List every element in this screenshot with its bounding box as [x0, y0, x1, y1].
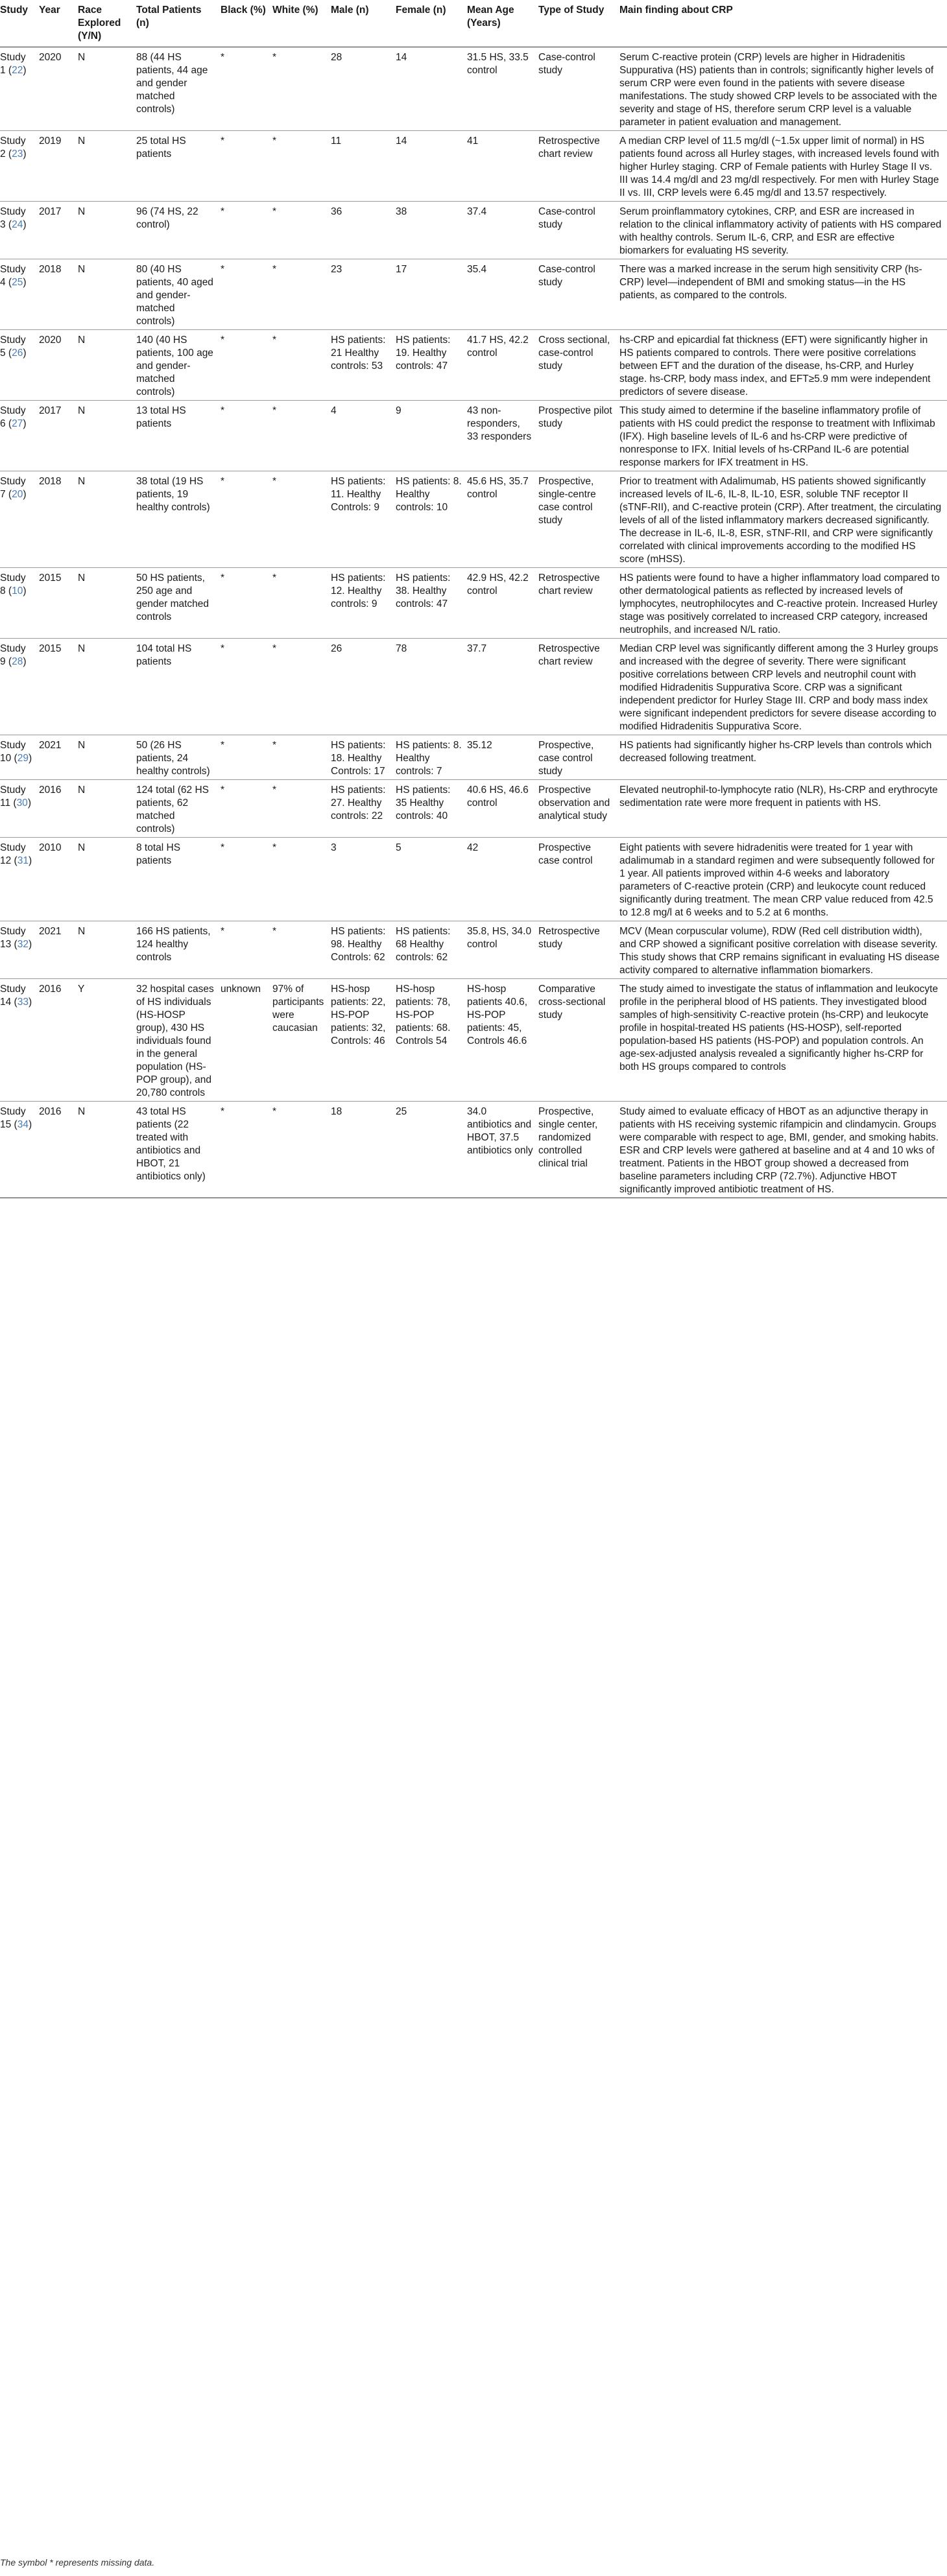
cell-finding: Study aimed to evaluate efficacy of HBOT as an adjunctive therapy in patients with HS receiving systemic rifampicin and clindamycin. Groups were comparable with respect to age, BMI, gender, and smoking habits. ESR and CRP levels were gathered at baseline and at 4 and 10 wks of treatment. Patients in the HBOT group showed a decreased from baseline parameters including CRP (72.7%). Adjunctive HBOT significantly improved antibiotic treatment of HS. [619, 1102, 947, 1198]
cell-study: Study 6 (27) [0, 401, 39, 471]
cell-type: Case-control study [538, 259, 619, 330]
cell-race: N [78, 330, 136, 401]
study-name: Study 4 [0, 264, 26, 288]
cell-male: 18 [331, 1102, 396, 1198]
cell-finding: Elevated neutrophil-to-lymphocyte ratio (NLR), Hs-CRP and erythrocyte sedimentation rate were more frequent in patients with HS. [619, 780, 947, 838]
cell-finding: A median CRP level of 11.5 mg/dl (~1.5x upper limit of normal) in HS patients found across all Hurley stages, with increased levels found with higher Hurley staging. CRP of Female patients with Hurley Stage II vs. III was 14.4 mg/dl and 23 mg/dl respectively. For men with Hurley Stage II vs. III, CRP levels were 6.45 mg/dl and 13.57 respectively. [619, 131, 947, 202]
cell-race: N [78, 921, 136, 979]
cell-year: 2010 [39, 838, 78, 921]
cell-female: 14 [396, 131, 467, 202]
cell-white: * [272, 131, 331, 202]
cell-study: Study 1 (22) [0, 47, 39, 131]
cell-type: Prospective pilot study [538, 401, 619, 471]
cell-female: 9 [396, 401, 467, 471]
cell-race: N [78, 568, 136, 639]
cell-total: 25 total HS patients [136, 131, 221, 202]
cell-total: 50 HS patients, 250 age and gender matched controls [136, 568, 221, 639]
reference-link[interactable]: 33 [17, 997, 29, 1008]
header-main-finding: Main finding about CRP [619, 0, 947, 47]
cell-male: HS patients: 12. Healthy controls: 9 [331, 568, 396, 639]
cell-year: 2020 [39, 47, 78, 131]
cell-total: 96 (74 HS, 22 control) [136, 202, 221, 259]
cell-type: Case-control study [538, 47, 619, 131]
cell-study: Study 11 (30) [0, 780, 39, 838]
cell-male: HS patients: 11. Healthy Controls: 9 [331, 471, 396, 568]
cell-black: * [221, 47, 272, 131]
cell-white: * [272, 921, 331, 979]
header-female: Female (n) [396, 0, 467, 47]
cell-black: * [221, 202, 272, 259]
cell-year: 2019 [39, 131, 78, 202]
cell-black: * [221, 568, 272, 639]
header-mean-age: Mean Age (Years) [467, 0, 538, 47]
cell-black: * [221, 1102, 272, 1198]
cell-total: 32 hospital cases of HS individuals (HS-HOSP group), 430 HS individuals found in the general population (HS-POP group), and 20,780 controls [136, 979, 221, 1102]
cell-black: * [221, 131, 272, 202]
study-name: Study 5 [0, 335, 26, 359]
study-name: Study 6 [0, 405, 26, 429]
reference-link[interactable]: 28 [12, 656, 23, 667]
cell-male: HS-hosp patients: 22, HS-POP patients: 32, Controls: 46 [331, 979, 396, 1102]
cell-year: 2021 [39, 735, 78, 780]
cell-finding: Prior to treatment with Adalimumab, HS patients showed significantly increased levels of IL-6, IL-8, IL-10, ESR, soluble TNF receptor II (sTNF-RII), and C-reactive protein (CRP). After treatment, the circulating levels of all of the listed inflammatory markers decreased significantly. The decrease in IL-6, IL-8, ESR, sTNF-RII, and CRP were significantly correlated with clinical improvements according to the modified HS score (mHSS). [619, 471, 947, 568]
cell-age: 41 [467, 131, 538, 202]
reference-link[interactable]: 30 [16, 798, 28, 809]
study-name: Study 10 [0, 740, 26, 764]
cell-race: N [78, 401, 136, 471]
cell-race: N [78, 639, 136, 735]
cell-male: 36 [331, 202, 396, 259]
cell-year: 2020 [39, 330, 78, 401]
cell-study: Study 10 (29) [0, 735, 39, 780]
cell-black: * [221, 330, 272, 401]
reference-link[interactable]: 32 [17, 939, 29, 950]
cell-male: 23 [331, 259, 396, 330]
cell-female: 14 [396, 47, 467, 131]
cell-total: 166 HS patients, 124 healthy controls [136, 921, 221, 979]
cell-year: 2016 [39, 780, 78, 838]
cell-female: 5 [396, 838, 467, 921]
study-name: Study 2 [0, 136, 26, 160]
cell-total: 124 total (62 HS patients, 62 matched controls) [136, 780, 221, 838]
cell-total: 140 (40 HS patients, 100 age and gender-matched controls) [136, 330, 221, 401]
cell-type: Retrospective chart review [538, 568, 619, 639]
cell-total: 50 (26 HS patients, 24 healthy controls) [136, 735, 221, 780]
table-row [0, 1102, 947, 1198]
table-row [0, 401, 947, 471]
cell-age: 37.4 [467, 202, 538, 259]
cell-female: HS patients: 19. Healthy controls: 47 [396, 330, 467, 401]
cell-black: * [221, 639, 272, 735]
cell-white: * [272, 639, 331, 735]
cell-black: * [221, 921, 272, 979]
cell-age: 35.8, HS, 34.0 control [467, 921, 538, 979]
cell-black: * [221, 780, 272, 838]
cell-white: * [272, 259, 331, 330]
reference-link[interactable]: 27 [12, 418, 23, 429]
cell-male: HS patients: 18. Healthy Controls: 17 [331, 735, 396, 780]
cell-type: Prospective case control [538, 838, 619, 921]
table-row [0, 921, 947, 979]
cell-finding: hs-CRP and epicardial fat thickness (EFT) were significantly higher in HS patients compared to controls. There were positive correlations between EFT and the duration of the disease, hs-CRP, and Hurley stage. hs-CRP, body mass index, and EFT≥5.9 mm were independent predictors of severe disease. [619, 330, 947, 401]
cell-type: Comparative cross-sectional study [538, 979, 619, 1102]
cell-white: * [272, 401, 331, 471]
header-total-patients: Total Patients (n) [136, 0, 221, 47]
study-name: Study 14 [0, 984, 26, 1008]
reference-link[interactable]: 26 [12, 348, 23, 359]
cell-finding: This study aimed to determine if the baseline inflammatory profile of patients with HS could predict the response to treatment with Infliximab (IFX). High baseline levels of IL-6 and hs-CRP were predictive of nonresponse to IFX. Initial levels of hs-CRPand IL-6 are potential response markers for IFX treatment in HS. [619, 401, 947, 471]
cell-type: Prospective observation and analytical study [538, 780, 619, 838]
table-body [0, 47, 947, 1198]
cell-white: * [272, 780, 331, 838]
cell-study: Study 4 (25) [0, 259, 39, 330]
cell-race: N [78, 838, 136, 921]
cell-study: Study 8 (10) [0, 568, 39, 639]
header-row [0, 0, 947, 47]
table-row [0, 131, 947, 202]
cell-type: Retrospective chart review [538, 131, 619, 202]
cell-white: * [272, 838, 331, 921]
cell-female: HS patients: 38. Healthy controls: 47 [396, 568, 467, 639]
study-name: Study 9 [0, 643, 26, 667]
cell-race: N [78, 735, 136, 780]
study-name: Study 12 [0, 842, 26, 866]
table-row [0, 735, 947, 780]
cell-year: 2017 [39, 401, 78, 471]
table-row [0, 639, 947, 735]
cell-male: 28 [331, 47, 396, 131]
cell-year: 2018 [39, 259, 78, 330]
cell-female: 78 [396, 639, 467, 735]
cell-female: HS patients: 68 Healthy controls: 62 [396, 921, 467, 979]
cell-white: 97% of participants were caucasian [272, 979, 331, 1102]
cell-race: N [78, 131, 136, 202]
cell-white: * [272, 47, 331, 131]
cell-race: Y [78, 979, 136, 1102]
cell-male: 11 [331, 131, 396, 202]
cell-white: * [272, 735, 331, 780]
cell-male: HS patients: 98. Healthy Controls: 62 [331, 921, 396, 979]
cell-age: HS-hosp patients 40.6, HS-POP patients: 45, Controls 46.6 [467, 979, 538, 1102]
cell-finding: MCV (Mean corpuscular volume), RDW (Red cell distribution width), and CRP showed a significant positive correlation with disease severity. This study shows that CRP remains significant in evaluating HS disease activity compared to alternative inflammation biomarkers. [619, 921, 947, 979]
reference-link[interactable]: 24 [12, 219, 23, 230]
table-row [0, 780, 947, 838]
reference-link[interactable]: 29 [17, 753, 29, 764]
study-name: Study 1 [0, 52, 26, 76]
cell-age: 37.7 [467, 639, 538, 735]
cell-finding: Eight patients with severe hidradenitis were treated for 1 year with adalimumab in a standard regimen and were subsequently followed for 1 year. All patients improved within 4-6 weeks and laboratory parameters of C-reactive protein (CRP) and leukocyte count reduced significantly during treatment. The mean CRP value reduced from 42.5 to 12.8 mg/l at 6 weeks and to 5.2 at 6 months. [619, 838, 947, 921]
cell-age: 41.7 HS, 42.2 control [467, 330, 538, 401]
cell-finding: There was a marked increase in the serum high sensitivity CRP (hs-CRP) level—independent of BMI and smoking status—in the HS patients, as compared to the controls. [619, 259, 947, 330]
cell-year: 2021 [39, 921, 78, 979]
cell-type: Retrospective study [538, 921, 619, 979]
cell-year: 2018 [39, 471, 78, 568]
table-row [0, 47, 947, 131]
cell-study: Study 15 (34) [0, 1102, 39, 1198]
cell-male: HS patients: 21 Healthy controls: 53 [331, 330, 396, 401]
cell-male: 4 [331, 401, 396, 471]
study-name: Study 13 [0, 926, 26, 950]
header-type-of-study: Type of Study [538, 0, 619, 47]
table-row [0, 259, 947, 330]
cell-study: Study 9 (28) [0, 639, 39, 735]
cell-study: Study 13 (32) [0, 921, 39, 979]
header-year: Year [39, 0, 78, 47]
cell-age: 43 non-responders, 33 responders [467, 401, 538, 471]
cell-race: N [78, 47, 136, 131]
cell-total: 13 total HS patients [136, 401, 221, 471]
reference-link[interactable]: 10 [12, 585, 23, 597]
cell-race: N [78, 780, 136, 838]
cell-age: 34.0 antibiotics and HBOT, 37.5 antibiotics only [467, 1102, 538, 1198]
cell-male: 26 [331, 639, 396, 735]
cell-age: 35.12 [467, 735, 538, 780]
cell-type: Case-control study [538, 202, 619, 259]
footnote: The symbol * represents missing data. [0, 2557, 155, 2568]
cell-study: Study 3 (24) [0, 202, 39, 259]
cell-type: Prospective, case control study [538, 735, 619, 780]
cell-male: HS patients: 27. Healthy controls: 22 [331, 780, 396, 838]
cell-white: * [272, 330, 331, 401]
cell-female: HS-hosp patients: 78, HS-POP patients: 68. Controls 54 [396, 979, 467, 1102]
cell-total: 104 total HS patients [136, 639, 221, 735]
cell-study: Study 5 (26) [0, 330, 39, 401]
cell-study: Study 7 (20) [0, 471, 39, 568]
cell-total: 80 (40 HS patients, 40 aged and gender-matched controls) [136, 259, 221, 330]
cell-study: Study 12 (31) [0, 838, 39, 921]
cell-finding: The study aimed to investigate the status of inflammation and leukocyte profile in the peripheral blood of HS patients. They investigated blood samples of high-sensitivity C-reactive protein (hs-CRP) and leukocyte profile in hospital-treated HS patients (HS-HOSP), self-reported population-based HS patients (HS-POP) and population controls. An age-sex-adjusted analysis revealed a significantly higher hs-CRP for both HS groups compared to controls [619, 979, 947, 1102]
table-row [0, 202, 947, 259]
table-row [0, 471, 947, 568]
cell-study: Study 2 (23) [0, 131, 39, 202]
header-study: Study [0, 0, 39, 47]
cell-race: N [78, 259, 136, 330]
cell-white: * [272, 202, 331, 259]
cell-total: 38 total (19 HS patients, 19 healthy controls) [136, 471, 221, 568]
cell-year: 2016 [39, 1102, 78, 1198]
cell-white: * [272, 1102, 331, 1198]
cell-black: * [221, 259, 272, 330]
cell-female: HS patients: 35 Healthy controls: 40 [396, 780, 467, 838]
cell-male: 3 [331, 838, 396, 921]
cell-year: 2015 [39, 639, 78, 735]
cell-female: 17 [396, 259, 467, 330]
cell-study: Study 14 (33) [0, 979, 39, 1102]
study-name: Study 8 [0, 573, 26, 597]
cell-year: 2016 [39, 979, 78, 1102]
cell-finding: HS patients were found to have a higher inflammatory load compared to other dermatological patients as reflected by increased levels of lymphocytes, neutrophilocytes and C-reactive protein. Increased Hurley stage was positively correlated to increased CRP category, increased neutrophils, and increased N/L ratio. [619, 568, 947, 639]
reference-link[interactable]: 34 [17, 1119, 29, 1130]
study-name: Study 7 [0, 476, 26, 500]
cell-age: 40.6 HS, 46.6 control [467, 780, 538, 838]
cell-year: 2017 [39, 202, 78, 259]
cell-total: 8 total HS patients [136, 838, 221, 921]
header-race-explored: Race Explored (Y/N) [78, 0, 136, 47]
cell-black: * [221, 401, 272, 471]
cell-race: N [78, 1102, 136, 1198]
table-row [0, 979, 947, 1102]
cell-type: Prospective, single-centre case control study [538, 471, 619, 568]
cell-black: * [221, 735, 272, 780]
cell-white: * [272, 568, 331, 639]
reference-link[interactable]: 31 [17, 855, 29, 866]
reference-link[interactable]: 25 [12, 277, 23, 288]
table-row [0, 330, 947, 401]
header-male: Male (n) [331, 0, 396, 47]
cell-race: N [78, 471, 136, 568]
cell-black: unknown [221, 979, 272, 1102]
cell-finding: Serum C-reactive protein (CRP) levels are higher in Hidradenitis Suppurativa (HS) patients than in controls; significantly higher levels of serum CRP were even found in the patients with severe disease manifestations. The study showed CRP levels to be associated with the severity and stage of HS, therefore serum CRP level is a valuable parameter in patient evaluation and management. [619, 47, 947, 131]
table-row [0, 568, 947, 639]
cell-type: Retrospective chart review [538, 639, 619, 735]
cell-total: 88 (44 HS patients, 44 age and gender matched controls) [136, 47, 221, 131]
study-name: Study 15 [0, 1106, 26, 1130]
cell-age: 45.6 HS, 35.7 control [467, 471, 538, 568]
reference-link[interactable]: 23 [12, 148, 23, 160]
cell-race: N [78, 202, 136, 259]
header-white: White (%) [272, 0, 331, 47]
cell-white: * [272, 471, 331, 568]
cell-finding: HS patients had significantly higher hs-CRP levels than controls which decreased following treatment. [619, 735, 947, 780]
crp-studies-table [0, 0, 947, 1198]
cell-female: HS patients: 8. Healthy controls: 10 [396, 471, 467, 568]
cell-age: 31.5 HS, 33.5 control [467, 47, 538, 131]
cell-type: Prospective, single center, randomized controlled clinical trial [538, 1102, 619, 1198]
reference-link[interactable]: 22 [12, 65, 23, 76]
cell-type: Cross sectional, case-control study [538, 330, 619, 401]
cell-black: * [221, 838, 272, 921]
reference-link[interactable]: 20 [12, 489, 23, 500]
study-name: Study 3 [0, 206, 26, 230]
study-name: Study 11 [0, 785, 26, 809]
header-black: Black (%) [221, 0, 272, 47]
cell-age: 35.4 [467, 259, 538, 330]
cell-female: 38 [396, 202, 467, 259]
cell-total: 43 total HS patients (22 treated with antibiotics and HBOT, 21 antibiotics only) [136, 1102, 221, 1198]
cell-finding: Median CRP level was significantly different among the 3 Hurley groups and increased with the degree of severity. There were significant positive correlations between CRP levels and neutrophil count with modified Hidradenitis Suppurativa Score. CRP was a significant independent predictor for Hurley Stage III. CRP and body mass index were significant independent predictors for severe disease according to modified Hidradenitis Suppurativa Score. [619, 639, 947, 735]
cell-year: 2015 [39, 568, 78, 639]
cell-black: * [221, 471, 272, 568]
cell-female: HS patients: 8. Healthy controls: 7 [396, 735, 467, 780]
cell-finding: Serum proinflammatory cytokines, CRP, and ESR are increased in relation to the clinical inflammatory activity of patients with HS compared with healthy controls. Serum IL-6, CRP, and ESR are effective biomarkers for evaluating HS severity. [619, 202, 947, 259]
cell-age: 42.9 HS, 42.2 control [467, 568, 538, 639]
table-row [0, 838, 947, 921]
cell-female: 25 [396, 1102, 467, 1198]
cell-age: 42 [467, 838, 538, 921]
